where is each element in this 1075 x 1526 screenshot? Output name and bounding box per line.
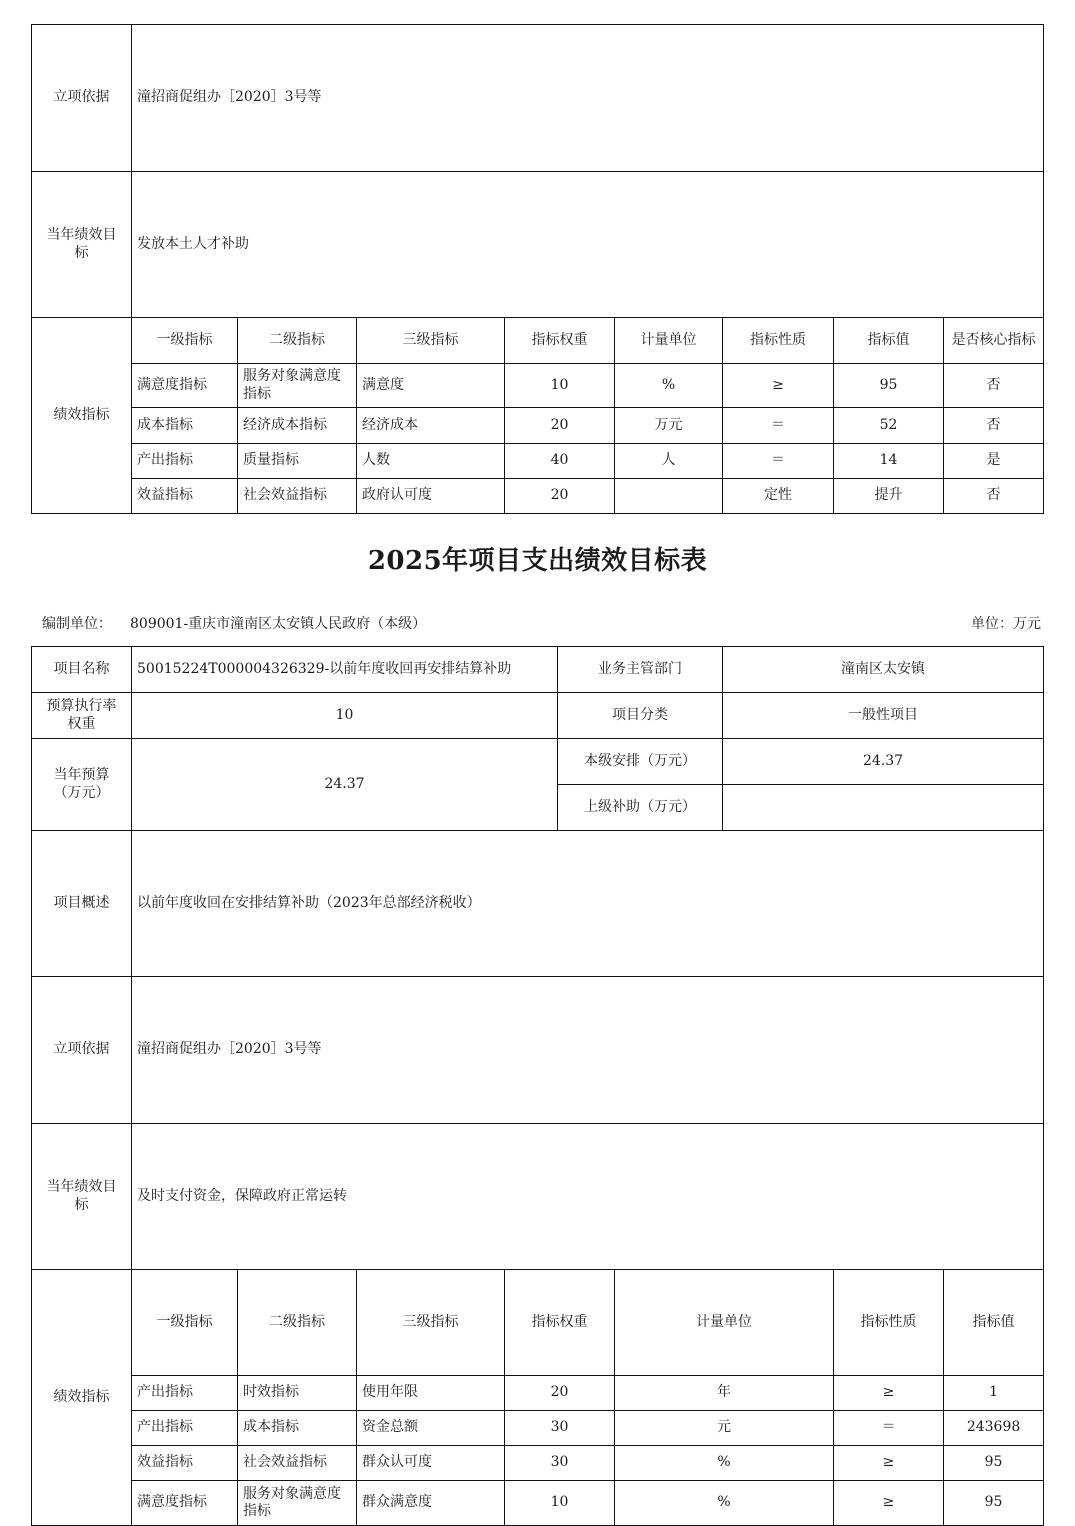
dept-value: 潼南区太安镇 [723, 647, 1044, 693]
cell-unit: 万元 [615, 408, 723, 444]
cell-level1: 产出指标 [132, 1376, 238, 1411]
budget-value: 24.37 [132, 739, 558, 831]
currency-unit: 单位：万元 [971, 616, 1041, 632]
basis-label: 立项依据 [32, 25, 132, 172]
header-nature: 指标性质 [834, 1270, 944, 1376]
cell-level2: 社会效益指标 [238, 479, 357, 514]
cell-weight: 30 [505, 1446, 615, 1481]
cell-weight: 10 [505, 364, 615, 408]
cell-unit: % [615, 364, 723, 408]
cell-level2: 服务对象满意度指标 [238, 1481, 357, 1526]
header-value: 指标值 [944, 1270, 1044, 1376]
exec-rate-label: 预算执行率权重 [32, 693, 132, 739]
cell-weight: 30 [505, 1411, 615, 1446]
header-level2: 二级指标 [238, 318, 357, 364]
cell-level1: 产出指标 [132, 444, 238, 479]
indicator-row [32, 408, 1044, 444]
cell-nature: ＝ [723, 408, 834, 444]
goal-value: 发放本土人才补助 [132, 172, 1044, 318]
cell-weight: 40 [505, 444, 615, 479]
cell-value: 95 [944, 1446, 1044, 1481]
budget-label: 当年预算（万元） [32, 739, 132, 831]
cell-value: 95 [834, 364, 944, 408]
exec-rate-value: 10 [132, 693, 558, 739]
header-value: 指标值 [834, 318, 944, 364]
header-level1: 一级指标 [132, 318, 238, 364]
goal-value: 及时支付资金，保障政府正常运转 [132, 1124, 1044, 1270]
header-weight: 指标权重 [505, 318, 615, 364]
compiling-unit [42, 613, 426, 633]
cell-nature: ≥ [834, 1481, 944, 1526]
cell-level1: 产出指标 [132, 1411, 238, 1446]
cell-nature: ＝ [723, 444, 834, 479]
indicators-label: 绩效指标 [32, 318, 132, 514]
cell-level2: 质量指标 [238, 444, 357, 479]
cell-weight: 10 [505, 1481, 615, 1526]
indicator-row [32, 364, 1044, 408]
cell-level3: 群众满意度 [357, 1481, 505, 1526]
header-level3: 三级指标 [357, 318, 505, 364]
cell-core: 否 [944, 479, 1044, 514]
cell-nature: ＝ [834, 1411, 944, 1446]
indicator-header-row [32, 318, 1044, 364]
cell-level1: 效益指标 [132, 1446, 238, 1481]
cell-core: 否 [944, 364, 1044, 408]
header-weight: 指标权重 [505, 1270, 615, 1376]
header-level1: 一级指标 [132, 1270, 238, 1376]
indicators-label: 绩效指标 [32, 1270, 132, 1526]
cell-level1: 满意度指标 [132, 1481, 238, 1526]
basis-value: 潼招商促组办［2020］3号等 [132, 25, 1044, 172]
goal-label: 当年绩效目标 [32, 1124, 132, 1270]
cell-value: 提升 [834, 479, 944, 514]
budget-row [32, 739, 1044, 785]
cell-level1: 成本指标 [132, 408, 238, 444]
cell-unit: 年 [615, 1376, 834, 1411]
cell-level2: 服务对象满意度指标 [238, 364, 357, 408]
cell-value: 52 [834, 408, 944, 444]
cell-level3: 群众认可度 [357, 1446, 505, 1481]
indicator-header-row [32, 1270, 1044, 1376]
cell-level2: 时效指标 [238, 1376, 357, 1411]
indicator-row [32, 1446, 1044, 1481]
indicator-row [32, 1376, 1044, 1411]
cell-unit: 元 [615, 1411, 834, 1446]
cell-nature: 定性 [723, 479, 834, 514]
cell-value: 95 [944, 1481, 1044, 1526]
cell-nature: ≥ [834, 1376, 944, 1411]
category-value: 一般性项目 [723, 693, 1044, 739]
header-unit: 计量单位 [615, 1270, 834, 1376]
header-level2: 二级指标 [238, 1270, 357, 1376]
cell-nature: ≥ [723, 364, 834, 408]
cell-unit: % [615, 1481, 834, 1526]
cell-value: 14 [834, 444, 944, 479]
summary-label: 项目概述 [32, 831, 132, 977]
cell-unit: % [615, 1446, 834, 1481]
cell-level2: 成本指标 [238, 1411, 357, 1446]
header-nature: 指标性质 [723, 318, 834, 364]
cell-level3: 满意度 [357, 364, 505, 408]
basis-row [32, 25, 1044, 172]
performance-table-2 [31, 646, 1044, 1526]
cell-core: 否 [944, 408, 1044, 444]
header-core: 是否核心指标 [944, 318, 1044, 364]
cell-level3: 经济成本 [357, 408, 505, 444]
header-level3: 三级指标 [357, 1270, 505, 1376]
local-label: 本级安排（万元） [558, 739, 723, 785]
project-name-row [32, 647, 1044, 693]
compiling-unit-label: 编制单位： [42, 616, 112, 632]
cell-level3: 人数 [357, 444, 505, 479]
cell-nature: ≥ [834, 1446, 944, 1481]
cell-level2: 经济成本指标 [238, 408, 357, 444]
goal-row [32, 1124, 1044, 1270]
cell-level2: 社会效益指标 [238, 1446, 357, 1481]
cell-unit [615, 479, 723, 514]
cell-value: 243698 [944, 1411, 1044, 1446]
cell-level3: 使用年限 [357, 1376, 505, 1411]
cell-level1: 满意度指标 [132, 364, 238, 408]
indicator-row [32, 1411, 1044, 1446]
page-title: 2025年项目支出绩效目标表 [367, 546, 708, 576]
category-label: 项目分类 [558, 693, 723, 739]
cell-weight: 20 [505, 1376, 615, 1411]
summary-row [32, 831, 1044, 977]
exec-rate-row [32, 693, 1044, 739]
cell-level1: 效益指标 [132, 479, 238, 514]
cell-value: 1 [944, 1376, 1044, 1411]
cell-level3: 资金总额 [357, 1411, 505, 1446]
cell-weight: 20 [505, 479, 615, 514]
cell-core: 是 [944, 444, 1044, 479]
upper-label: 上级补助（万元） [558, 785, 723, 831]
indicator-row [32, 444, 1044, 479]
indicator-row [32, 479, 1044, 514]
cell-unit: 人 [615, 444, 723, 479]
compiling-unit-value: 809001-重庆市潼南区太安镇人民政府（本级） [130, 616, 427, 632]
dept-label: 业务主管部门 [558, 647, 723, 693]
performance-table-1 [31, 24, 1044, 514]
local-value: 24.37 [723, 739, 1044, 785]
upper-value [723, 785, 1044, 831]
goal-label: 当年绩效目标 [32, 172, 132, 318]
goal-row [32, 172, 1044, 318]
cell-level3: 政府认可度 [357, 479, 505, 514]
cell-weight: 20 [505, 408, 615, 444]
basis-value: 潼招商促组办［2020］3号等 [132, 977, 1044, 1124]
summary-value: 以前年度收回在安排结算补助（2023年总部经济税收） [132, 831, 1044, 977]
header-unit: 计量单位 [615, 318, 723, 364]
project-name-label: 项目名称 [32, 647, 132, 693]
basis-label: 立项依据 [32, 977, 132, 1124]
basis-row [32, 977, 1044, 1124]
project-name-value: 50015224T000004326329-以前年度收回再安排结算补助 [132, 647, 558, 693]
